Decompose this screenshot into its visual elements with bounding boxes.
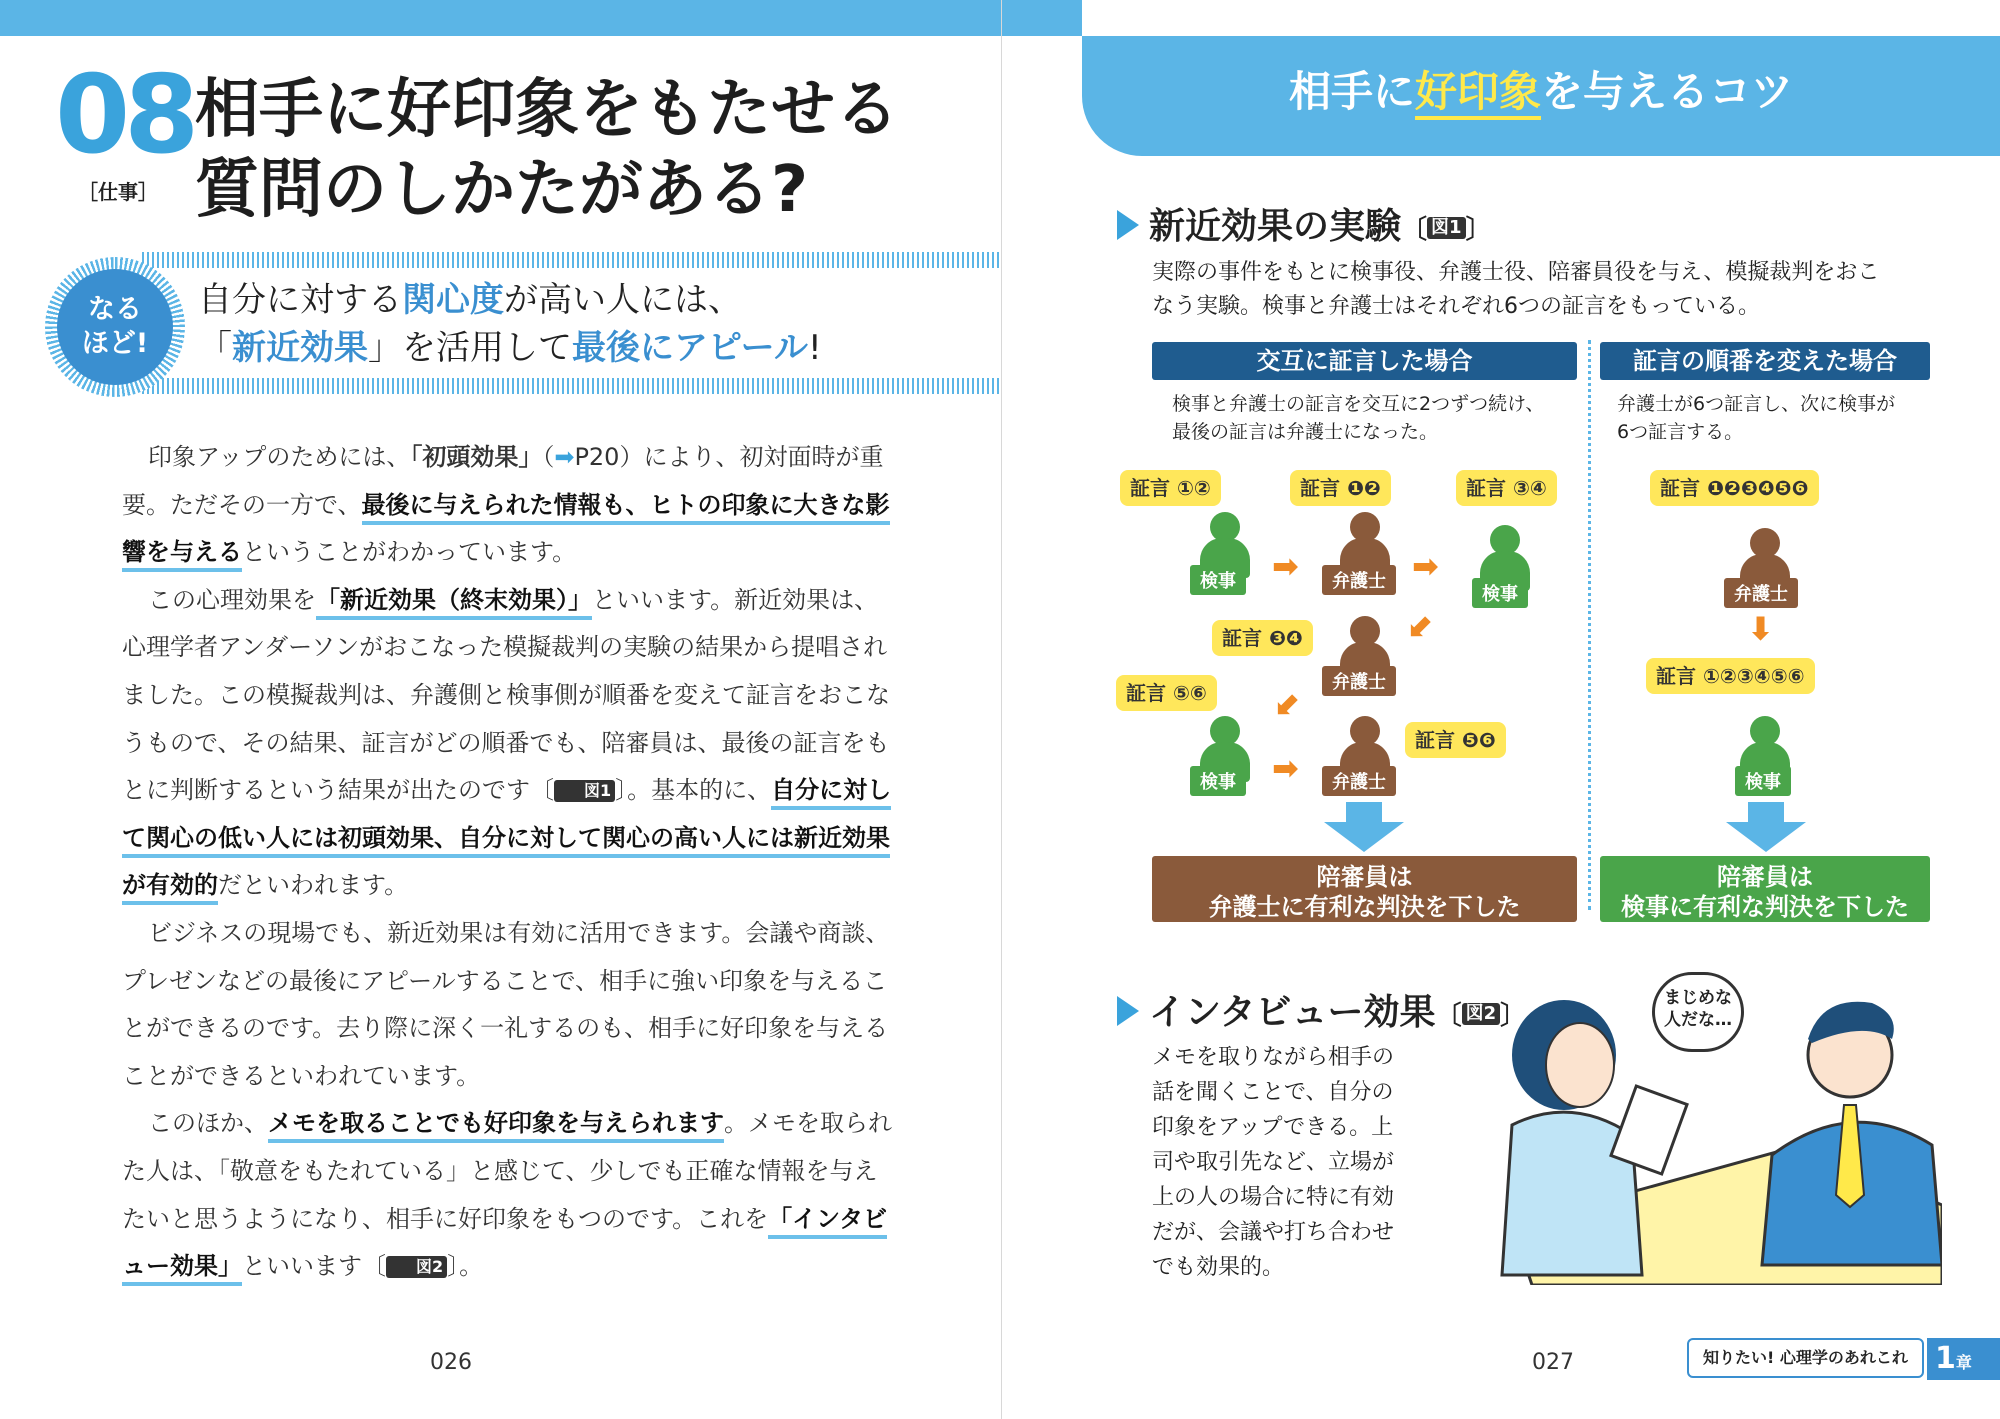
testimony-bubble: 証言 ①② — [1120, 470, 1221, 506]
page-number-left: 026 — [430, 1350, 472, 1375]
text-run: P20）により、初対面時が重要。ただその一方で、 — [122, 443, 884, 519]
role-label-prosecutor: 検事 — [1472, 578, 1528, 608]
down-arrow-icon — [1324, 802, 1404, 852]
arrow-diagonal-icon: ➡ — [1397, 605, 1444, 651]
hatch-rule-bottom — [142, 378, 1000, 394]
role-label-lawyer: 弁護士 — [1724, 578, 1798, 608]
page-title — [195, 70, 899, 230]
badge-inner — [57, 269, 173, 385]
banner-text: を与えるコツ — [1541, 67, 1794, 116]
lead-highlight: 新近効果 — [232, 328, 368, 368]
text-run: ということがわかっています。 — [242, 538, 577, 567]
text-run: 〕。 — [447, 1252, 484, 1281]
role-label-prosecutor: 検事 — [1190, 565, 1246, 595]
lead-highlight: 関心度 — [402, 280, 504, 320]
chapter-tab — [1927, 1338, 2000, 1380]
bracket: 〕 — [1465, 215, 1492, 245]
experiment-description — [1152, 256, 1879, 324]
interview-effect-text — [1152, 1040, 1394, 1285]
chapter-footer-label: 知りたい! 心理学のあれこれ — [1687, 1338, 1924, 1378]
section-title: インタビュー効果 — [1149, 992, 1436, 1033]
result-line: 弁護士に有利な判決を下した — [1208, 893, 1521, 921]
tips-banner — [1082, 36, 2000, 156]
desc-line-1: 実際の事件をもとに検事役、弁護士役、陪審員役を与え、模擬裁判をおこ — [1152, 260, 1880, 285]
triangle-marker-icon — [1117, 210, 1139, 240]
section-heading-recency — [1117, 198, 1492, 249]
memo-line: だが、会議や打ち合わせ — [1152, 1220, 1395, 1245]
text-run: だといわれます。 — [218, 871, 409, 900]
memo-line: 話を聞くことで、自分の — [1152, 1080, 1394, 1105]
role-label-prosecutor: 検事 — [1735, 766, 1791, 796]
testimony-bubble: 証言 ①②③④⑤⑥ — [1646, 658, 1815, 694]
note-line: 弁護士が6つ証言し、次に検事が — [1617, 393, 1896, 415]
bracket: 〕 — [1500, 1001, 1527, 1031]
figure-ref-tag: 図2 — [386, 1256, 447, 1278]
paragraph-3: ビジネスの現場でも、新近効果は有効に活用できます。会議や商談、プレゼンなどの最後にアピールすることで、相手に強い印象を与えることができるのです。去り際に深く一礼するのも、相手に好印象を与えることができるといわれています。 — [122, 918, 890, 1090]
top-color-bar — [1002, 0, 1082, 36]
top-color-bar — [0, 0, 1002, 36]
naruhodo-badge — [45, 257, 185, 397]
memo-line: でも効果的。 — [1152, 1255, 1285, 1280]
lead-line-2 — [198, 324, 822, 372]
lead-summary — [198, 276, 822, 372]
testimony-bubble: 証言 ⑤⑥ — [1116, 675, 1217, 711]
column-note-alternate — [1172, 390, 1544, 446]
memo-line: 司や取引先など、立場が — [1152, 1150, 1395, 1175]
category-label: ［仕事］ — [78, 180, 158, 204]
title-line-2: 質問のしかたがある? — [195, 153, 809, 227]
lead-text: 「 — [198, 328, 232, 368]
lead-line-1 — [198, 276, 822, 324]
term-interview-effect: 「インタビュー効果」 — [122, 1205, 887, 1287]
banner-text: 相手に — [1288, 67, 1415, 116]
banner-highlight: 好印象 — [1415, 67, 1541, 120]
thought-bubble — [1652, 972, 1744, 1052]
verdict-result-prosecutor — [1600, 856, 1930, 922]
chapter-unit: 章 — [1955, 1353, 1972, 1372]
lead-highlight: 最後にアピール — [572, 328, 808, 368]
paragraph-2 — [122, 577, 892, 910]
text-run: といいます〔 — [242, 1252, 386, 1281]
chapter-number: 1 — [1935, 1341, 1956, 1376]
figure-ref-tag: 図1 — [554, 780, 615, 802]
lead-text: ! — [807, 328, 822, 368]
hatch-rule-top — [142, 252, 1000, 268]
arrow-right-icon: ➡ — [1272, 547, 1299, 585]
testimony-bubble: 証言 ❺❻ — [1405, 722, 1506, 758]
page-number-right: 027 — [1532, 1350, 1574, 1375]
title-line-1: 相手に好印象をもたせる — [195, 73, 899, 147]
bracket: 〔 — [1401, 215, 1428, 245]
testimony-bubble: 証言 ❶❷❸❹❺❻ — [1650, 470, 1819, 506]
column-header-reordered: 証言の順番を変えた場合 — [1600, 342, 1930, 380]
memo-line: メモを取りながら相手の — [1152, 1045, 1395, 1070]
term-recency-effect: 「新近効果（終末効果）」 — [316, 586, 592, 620]
arrow-right-icon: ➡ — [554, 443, 575, 471]
verdict-result-lawyer — [1152, 856, 1577, 922]
role-label-lawyer: 弁護士 — [1322, 565, 1396, 595]
column-divider — [1588, 340, 1591, 910]
section-number: 08 — [55, 53, 194, 178]
underlined-emphasis: 最後に与えられた情報も、ヒトの印象に大きな影響を与える — [122, 491, 890, 573]
paragraph-4 — [122, 1100, 892, 1290]
down-arrow-icon — [1726, 802, 1806, 852]
memo-line: 印象をアップできる。上 — [1152, 1115, 1394, 1140]
memo-line: 上の人の場合に特に有効 — [1152, 1185, 1395, 1210]
text-run: といいます。新近効果は、心理学者アンダーソンがおこなった模擬裁判の実験の結果から提唱されました。この模擬裁判は、弁護側と検事側が順番を変えて証言をおこなうもので、その結果、証言がどの順番でも、陪審員は、最後の証言をもとに判断するという結果が出たのです〔 — [122, 585, 890, 805]
badge-line-1: なる — [88, 294, 142, 325]
role-label-prosecutor: 検事 — [1190, 766, 1246, 796]
testimony-bubble: 証言 ❸❹ — [1212, 620, 1313, 656]
text-run: 印象アップのためには、 — [148, 443, 411, 471]
section-heading-interview — [1117, 984, 1526, 1035]
body-text — [122, 434, 892, 1291]
testimony-bubble: 証言 ③④ — [1456, 470, 1557, 506]
column-header-alternate: 交互に証言した場合 — [1152, 342, 1577, 380]
column-note-reordered — [1617, 390, 1895, 446]
section-title: 新近効果の実験 — [1149, 206, 1402, 247]
thought-line: 人だな… — [1664, 1010, 1732, 1030]
figure-tag: 図2 — [1462, 1003, 1501, 1025]
lead-text: が高い人には、 — [504, 280, 742, 320]
note-line: 6つ証言する。 — [1617, 421, 1744, 443]
right-page — [1002, 0, 2000, 1419]
arrow-diagonal-icon: ➡ — [1264, 683, 1311, 729]
result-line: 検事に有利な判決を下した — [1621, 893, 1909, 921]
desc-line-2: なう実験。検事と弁護士はそれぞれ6つの証言をもっている。 — [1152, 294, 1760, 319]
underlined-emphasis: 自分に対して関心の低い人には初頭効果、自分に対して関心の高い人には新近効果が有効的 — [122, 776, 891, 905]
result-line: 陪審員は — [1717, 863, 1813, 891]
text-run: （ — [542, 443, 555, 471]
text-run: この心理効果を — [148, 585, 316, 614]
badge-line-2: ほど! — [81, 328, 149, 359]
text-run: 〕。基本的に、 — [615, 776, 772, 805]
arrow-right-icon: ➡ — [1272, 749, 1299, 787]
term-primacy-effect: 「初頭効果」 — [410, 443, 543, 471]
role-label-lawyer: 弁護士 — [1322, 766, 1396, 796]
arrow-right-icon: ➡ — [1412, 547, 1439, 585]
lead-text: 自分に対する — [198, 280, 402, 320]
lead-text: 」を活用して — [368, 328, 572, 368]
text-run: このほか、 — [148, 1109, 268, 1138]
note-line: 検事と弁護士の証言を交互に2つずつ続け、 — [1172, 393, 1545, 415]
note-line: 最後の証言は弁護士になった。 — [1172, 421, 1439, 443]
text-run: 。メモを取られた人は、「敬意をもたれている」と感じて、少しでも正確な情報を与えたいと思うようになり、相手に好印象をもつのです。これを — [122, 1109, 892, 1233]
triangle-marker-icon — [1117, 996, 1139, 1026]
figure-tag: 図1 — [1427, 217, 1466, 239]
role-label-lawyer: 弁護士 — [1322, 666, 1396, 696]
thought-line: まじめな — [1664, 988, 1732, 1008]
arrow-down-icon: ➡ — [1742, 614, 1781, 642]
result-line: 陪審員は — [1316, 863, 1413, 891]
underlined-emphasis: メモを取ることでも好印象を与えられます — [268, 1109, 724, 1143]
testimony-bubble: 証言 ❶❷ — [1290, 470, 1391, 506]
paragraph-1 — [122, 434, 892, 577]
bracket: 〔 — [1435, 1001, 1462, 1031]
